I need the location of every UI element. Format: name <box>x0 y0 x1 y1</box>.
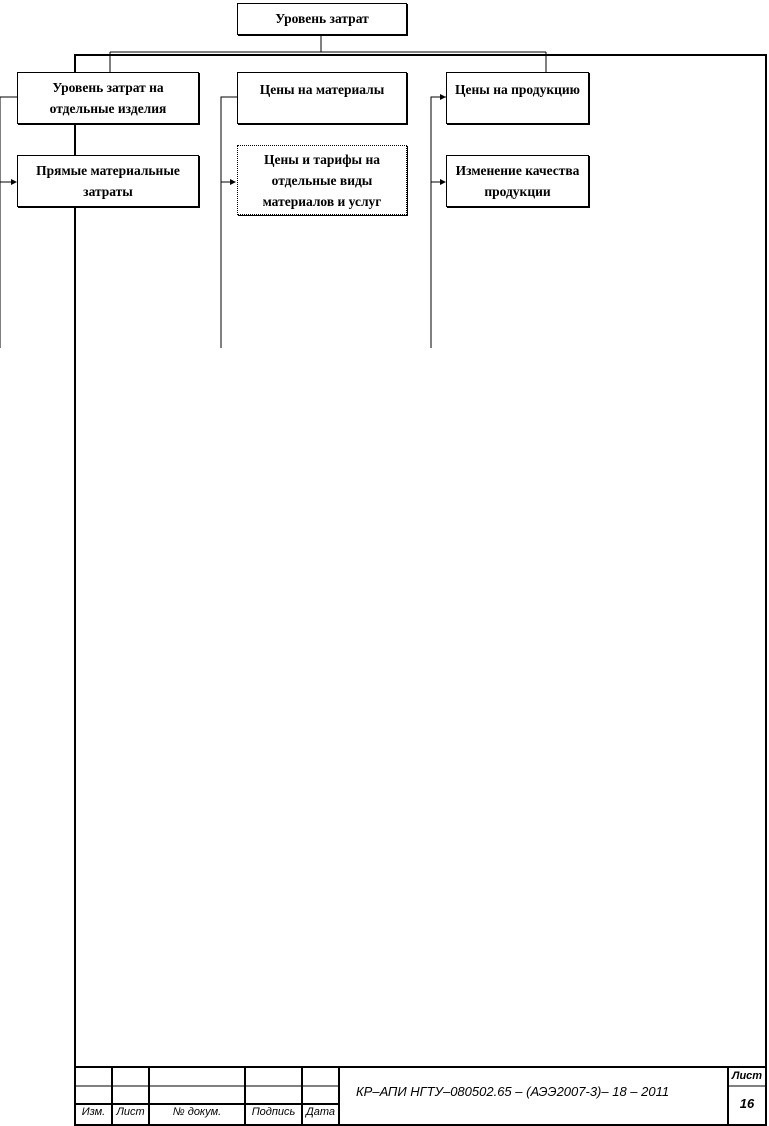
node-level-per-item <box>17 72 199 124</box>
document-code: КР–АПИ НГТУ–080502.65 – (АЭЭ2007-3)– 18 – 2011 <box>356 1084 670 1099</box>
node-material-prices <box>237 72 407 124</box>
node-level-per-item-label: Уровень затрат на отдельные изделия <box>49 80 167 116</box>
node-material-prices-label: Цены на материалы <box>259 82 385 97</box>
col-label-signature: Подпись <box>251 1106 296 1118</box>
col-label-list: Лист <box>116 1106 145 1118</box>
node-prices-tariffs <box>237 145 407 215</box>
node-direct-material-label: Прямые материальные затраты <box>36 163 180 199</box>
col-label-doc-number: № докум. <box>172 1106 222 1118</box>
node-prices-tariffs-label: Цены и тарифы на отдельные виды материалов и услуг <box>262 152 382 209</box>
node-quality-change-label: Изменение качества продукции <box>455 163 580 199</box>
col-label-izm: Изм. <box>81 1106 106 1118</box>
node-product-prices-label: Цены на продукцию <box>455 82 580 97</box>
root-node-label: Уровень затрат <box>275 11 369 26</box>
sheet-label: Лист <box>731 1070 763 1082</box>
col-label-date: Дата <box>305 1106 336 1118</box>
sheet-number: 16 <box>739 1096 755 1111</box>
node-direct-material <box>17 155 199 207</box>
node-product-prices <box>446 72 589 124</box>
node-quality-change <box>446 155 589 207</box>
page-frame <box>75 55 766 1125</box>
root-node <box>237 3 407 35</box>
